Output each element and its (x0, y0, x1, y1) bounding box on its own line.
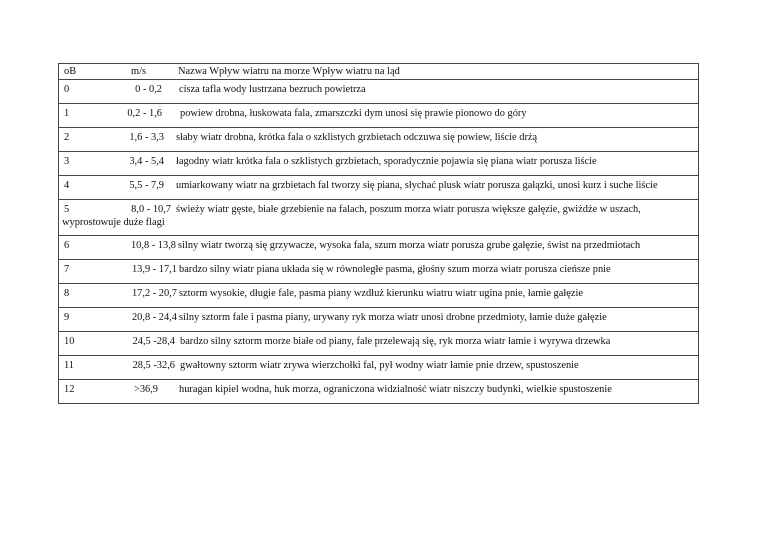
table-row (59, 176, 699, 200)
row-description: bardzo silny sztorm morze białe od piany, fale przelewają się, ryk morza wiatr łamie i wyrywa drzewka (180, 336, 611, 347)
row-degree: 11 (64, 360, 75, 371)
row-speed: >36,9 (133, 384, 158, 395)
row-description: świeży wiatr gęste, białe grzebienie na falach, poszum morza wiatr porusza większe gałęzie, gwiżdże w uszach, (176, 204, 641, 215)
row-degree: 0 (64, 84, 70, 95)
header-degree: oB (64, 66, 77, 77)
row-degree: 9 (64, 312, 70, 323)
row-speed: 10,8 - 13,8 (130, 240, 176, 251)
table-row (59, 104, 699, 128)
row-speed: 5,5 - 7,9 (129, 180, 164, 191)
header-description: Nazwa Wpływ wiatru na morze Wpływ wiatru na ląd (178, 66, 400, 77)
table-row (59, 284, 699, 308)
row-speed: 13,9 - 17,1 (131, 264, 177, 275)
row-speed: 24,5 -28,4 (132, 336, 175, 347)
row-degree: 7 (64, 264, 70, 275)
row-description: huragan kipiel wodna, huk morza, ograniczona widzialność wiatr niszczy budynki, wielkie spustoszenie (179, 384, 612, 395)
row-degree: 12 (64, 384, 75, 395)
row-degree: 10 (64, 336, 75, 347)
row-description: gwałtowny sztorm wiatr zrywa wierzchołki fal, pył wodny wiatr łamie pnie drzew, spustoszenie (180, 360, 579, 371)
row-speed: 28,5 -32,6 (132, 360, 175, 371)
row-speed: 0 - 0,2 (135, 84, 162, 95)
row-description: słaby wiatr drobna, krótka fala o szklistych grzbietach odczuwa się powiew, liście drżą (176, 132, 538, 143)
row-description: łagodny wiatr krótka fala o szklistych grzbietach, sporadycznie pojawia się piana wiatr porusza liście (176, 156, 597, 167)
table-row (59, 128, 699, 152)
row-description: silny sztorm fale i pasma piany, urywany ryk morza wiatr unosi drobne przedmioty, łamie duże gałęzie (179, 312, 607, 323)
row-description: cisza tafla wody lustrzana bezruch powietrza (179, 84, 366, 95)
row-speed: 8,0 - 10,7 (131, 204, 171, 215)
row-degree: 4 (64, 180, 70, 191)
row-speed: 1,6 - 3,3 (129, 132, 164, 143)
row-speed: 17,2 - 20,7 (131, 288, 177, 299)
row-degree: 1 (64, 108, 70, 119)
row-degree: 6 (64, 240, 70, 251)
row-speed: 0,2 - 1,6 (127, 108, 162, 119)
row-description: silny wiatr tworzą się grzywacze, wysoka fala, szum morza wiatr porusza grube gałęzie, świst na przedmiotach (178, 240, 641, 251)
table-row (59, 308, 699, 332)
row-description: bardzo silny wiatr piana układa się w równoległe pasma, głośny szum morza wiatr porusza cieńsze pnie (179, 264, 611, 275)
row-description: sztorm wysokie, długie fale, pasma piany wzdłuż kierunku wiatru wiatr ugina pnie, łamie gałęzie (179, 288, 583, 299)
header-speed: m/s (131, 66, 147, 77)
row-degree: 3 (64, 156, 70, 167)
table-row (59, 260, 699, 284)
table-row (59, 80, 699, 104)
row-description: powiew drobna, łuskowata fala, zmarszczki dym unosi się prawie pionowo do góry (180, 108, 527, 119)
table-row (59, 380, 699, 404)
table-row (59, 236, 699, 260)
row-degree: 5 (64, 204, 70, 215)
table-header-row (59, 64, 699, 80)
table-row (59, 332, 699, 356)
row-description: umiarkowany wiatr na grzbietach fal tworzy się piana, słychać plusk wiatr porusza gałązki, unosi kurz i suche liście (176, 180, 658, 191)
row-speed: 20,8 - 24,4 (131, 312, 177, 323)
table-row (59, 356, 699, 380)
beaufort-scale-table (58, 63, 699, 404)
row-speed: 3,4 - 5,4 (129, 156, 164, 167)
table-row (59, 152, 699, 176)
row-degree: 2 (64, 132, 70, 143)
row-description-continued: wyprostowuje duże flagi (62, 217, 165, 228)
row-degree: 8 (64, 288, 70, 299)
table-row (59, 200, 699, 236)
